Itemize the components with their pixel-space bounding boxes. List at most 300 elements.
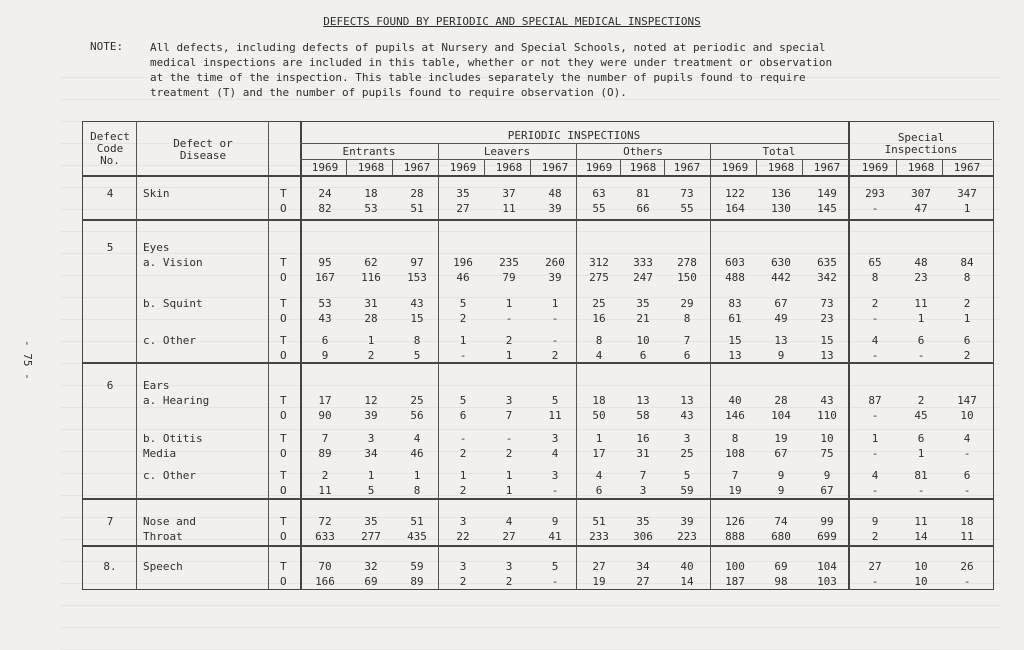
table-cell: - [505, 312, 513, 325]
table-cell: 6 [917, 334, 925, 347]
table-rule [82, 175, 994, 177]
table-cell: 13 [820, 349, 834, 362]
header-line: Defect or [173, 137, 233, 150]
table-cell: 39 [548, 202, 562, 215]
table-cell: - [871, 202, 879, 215]
table-cell: 2 [963, 297, 971, 310]
table-cell: 488 [725, 271, 745, 284]
table-cell: 223 [677, 530, 697, 543]
note-line: All defects, including defects of pupils at Nursery and Special Schools, noted at periodic and special [150, 41, 826, 54]
table-cell: 13 [728, 349, 742, 362]
table-cell: 167 [315, 271, 335, 284]
defect-label: c. Other [143, 334, 196, 347]
table-rule [82, 219, 994, 221]
table-rule [268, 121, 269, 590]
table-cell: 35 [364, 515, 378, 528]
table-rule [300, 159, 992, 160]
table-cell: 53 [318, 297, 332, 310]
table-cell: 164 [725, 202, 745, 215]
header-special-inspections [850, 132, 992, 156]
table-cell: 98 [774, 575, 788, 588]
defect-label: b. Squint [143, 297, 203, 310]
table-cell: 40 [728, 394, 742, 407]
table-cell: 4 [505, 515, 513, 528]
table-cell: 1 [459, 334, 467, 347]
table-cell: 1 [367, 469, 375, 482]
table-cell: 10 [820, 432, 834, 445]
table-cell: 7 [321, 432, 329, 445]
table-cell: 1 [963, 312, 971, 325]
year-header: 1967 [673, 161, 701, 174]
table-cell: 2 [505, 447, 513, 460]
table-cell: 145 [817, 202, 837, 215]
table-cell: 37 [502, 187, 516, 200]
table-cell: 1 [871, 432, 879, 445]
table-cell: 2 [551, 349, 559, 362]
table-cell: 83 [728, 297, 742, 310]
table-cell: 6 [917, 432, 925, 445]
table-cell: 10 [914, 575, 928, 588]
table-cell: - [871, 484, 879, 497]
table-cell: 11 [318, 484, 332, 497]
table-cell: 2 [321, 469, 329, 482]
table-cell: 104 [771, 409, 791, 422]
table-cell: 196 [453, 256, 473, 269]
table-cell: 22 [456, 530, 470, 543]
table-cell: 275 [589, 271, 609, 284]
table-cell: 69 [364, 575, 378, 588]
table-cell: 153 [407, 271, 427, 284]
year-header: 1967 [403, 161, 431, 174]
table-cell: 16 [636, 432, 650, 445]
table-cell: 136 [771, 187, 791, 200]
table-cell: 3 [505, 560, 513, 573]
year-header: 1967 [813, 161, 841, 174]
table-cell: - [459, 432, 467, 445]
header-line: No. [100, 154, 120, 167]
defect-code: 7 [106, 515, 114, 528]
header-line: Special [897, 131, 945, 144]
table-cell: 187 [725, 575, 745, 588]
table-cell: 35 [456, 187, 470, 200]
defect-code: 6 [106, 379, 114, 392]
table-cell: 46 [456, 271, 470, 284]
table-cell: 27 [456, 202, 470, 215]
table-cell: 51 [410, 202, 424, 215]
table-cell: 45 [914, 409, 928, 422]
table-cell: 3 [551, 469, 559, 482]
table-rule [82, 545, 994, 547]
table-cell: 347 [957, 187, 977, 200]
table-cell: 435 [407, 530, 427, 543]
table-rule [136, 121, 137, 590]
table-cell: 39 [680, 515, 694, 528]
table-cell: 6 [963, 334, 971, 347]
table-cell: 75 [820, 447, 834, 460]
table-cell: 1 [505, 349, 513, 362]
table-cell: 43 [410, 297, 424, 310]
table-cell: 633 [315, 530, 335, 543]
table-cell: 59 [680, 484, 694, 497]
table-cell: 59 [410, 560, 424, 573]
year-header: 1968 [357, 161, 385, 174]
table-cell: 5 [551, 394, 559, 407]
table-cell: 15 [728, 334, 742, 347]
table-cell: 15 [820, 334, 834, 347]
treatment-observation-marker: O [280, 349, 287, 362]
table-cell: 2 [963, 349, 971, 362]
table-cell: 680 [771, 530, 791, 543]
treatment-observation-marker: O [280, 312, 287, 325]
table-cell: 11 [502, 202, 516, 215]
table-cell: - [871, 575, 879, 588]
table-cell: 90 [318, 409, 332, 422]
table-cell: 9 [871, 515, 879, 528]
table-cell: 46 [410, 447, 424, 460]
note-label: NOTE: [90, 40, 124, 53]
year-header: 1968 [495, 161, 523, 174]
table-cell: - [871, 409, 879, 422]
treatment-observation-marker: T [280, 334, 287, 347]
table-cell: 333 [633, 256, 653, 269]
table-cell: 51 [592, 515, 606, 528]
table-cell: 6 [639, 349, 647, 362]
defect-label: Speech [143, 560, 183, 573]
table-cell: 7 [731, 469, 739, 482]
header-total: Total [762, 145, 796, 158]
defect-code: 5 [106, 241, 114, 254]
table-cell: 21 [636, 312, 650, 325]
treatment-observation-marker: O [280, 202, 287, 215]
table-cell: 7 [505, 409, 513, 422]
table-cell: 5 [459, 297, 467, 310]
table-cell: 99 [820, 515, 834, 528]
table-cell: 100 [725, 560, 745, 573]
table-cell: 8 [413, 334, 421, 347]
table-cell: 56 [410, 409, 424, 422]
table-cell: 8 [871, 271, 879, 284]
table-cell: 306 [633, 530, 653, 543]
table-cell: 277 [361, 530, 381, 543]
table-cell: 6 [459, 409, 467, 422]
defect-label: b. Otitis [143, 432, 203, 445]
table-cell: 61 [728, 312, 742, 325]
table-cell: 2 [917, 394, 925, 407]
defect-label: a. Vision [143, 256, 203, 269]
table-cell: 16 [592, 312, 606, 325]
table-cell: 1 [367, 334, 375, 347]
table-cell: 67 [774, 447, 788, 460]
table-cell: 699 [817, 530, 837, 543]
treatment-observation-marker: T [280, 297, 287, 310]
table-cell: 97 [410, 256, 424, 269]
table-cell: - [917, 349, 925, 362]
table-cell: 14 [680, 575, 694, 588]
table-cell: 14 [914, 530, 928, 543]
table-cell: 1 [505, 484, 513, 497]
table-cell: 63 [592, 187, 606, 200]
year-header: 1968 [907, 161, 935, 174]
table-cell: 24 [318, 187, 332, 200]
table-cell: 43 [820, 394, 834, 407]
table-cell: 27 [502, 530, 516, 543]
table-cell: 1 [505, 297, 513, 310]
table-cell: 3 [367, 432, 375, 445]
table-cell: 12 [364, 394, 378, 407]
defect-code: 4 [106, 187, 114, 200]
year-header: 1967 [541, 161, 569, 174]
header-others: Others [623, 145, 663, 158]
defect-label: Eyes [143, 241, 170, 254]
header-entrants: Entrants [342, 145, 396, 158]
table-cell: 11 [960, 530, 974, 543]
table-cell: 1 [963, 202, 971, 215]
table-cell: 147 [957, 394, 977, 407]
table-cell: 31 [364, 297, 378, 310]
table-cell: 40 [680, 560, 694, 573]
defect-label: a. Hearing [143, 394, 210, 407]
table-cell: 635 [817, 256, 837, 269]
table-cell: 2 [505, 334, 513, 347]
table-cell: 307 [911, 187, 931, 200]
table-cell: 116 [361, 271, 381, 284]
table-cell: 126 [725, 515, 745, 528]
table-cell: 4 [871, 469, 879, 482]
table-cell: 3 [639, 484, 647, 497]
table-cell: 1 [505, 469, 513, 482]
table-cell: 48 [914, 256, 928, 269]
year-header: 1968 [629, 161, 657, 174]
table-cell: 43 [318, 312, 332, 325]
table-cell: 34 [364, 447, 378, 460]
year-header: 1969 [721, 161, 749, 174]
table-cell: - [963, 447, 971, 460]
table-cell: 2 [459, 484, 467, 497]
table-cell: 17 [318, 394, 332, 407]
table-cell: 603 [725, 256, 745, 269]
table-cell: 72 [318, 515, 332, 528]
table-cell: 8 [963, 271, 971, 284]
table-cell: 55 [680, 202, 694, 215]
table-cell: 7 [683, 334, 691, 347]
note-line: treatment (T) and the number of pupils found to require observation (O). [150, 86, 627, 99]
note-line: medical inspections are included in this table, whether or not they were under treatment or observation [150, 56, 833, 69]
table-cell: 3 [459, 560, 467, 573]
treatment-observation-marker: T [280, 432, 287, 445]
table-cell: - [871, 447, 879, 460]
table-cell: 9 [321, 349, 329, 362]
table-cell: 23 [820, 312, 834, 325]
table-cell: 10 [960, 409, 974, 422]
table-cell: 34 [636, 560, 650, 573]
table-cell: 18 [592, 394, 606, 407]
table-cell: 2 [505, 575, 513, 588]
table-cell: 89 [318, 447, 332, 460]
table-cell: - [459, 349, 467, 362]
treatment-observation-marker: O [280, 271, 287, 284]
table-cell: 1 [459, 469, 467, 482]
table-cell: 3 [683, 432, 691, 445]
defect-label: Throat [143, 530, 183, 543]
table-cell: 55 [592, 202, 606, 215]
treatment-observation-marker: T [280, 394, 287, 407]
table-cell: 39 [548, 271, 562, 284]
table-cell: 5 [413, 349, 421, 362]
table-cell: 18 [364, 187, 378, 200]
table-cell: 11 [548, 409, 562, 422]
table-cell: 73 [680, 187, 694, 200]
table-cell: 1 [551, 297, 559, 310]
note-line: at the time of the inspection. This table includes separately the number of pupils found to require [150, 71, 806, 84]
table-cell: 2 [459, 447, 467, 460]
header-periodic-inspections: PERIODIC INSPECTIONS [507, 129, 641, 142]
table-cell: 9 [777, 484, 785, 497]
table-cell: 2 [367, 349, 375, 362]
table-cell: 4 [595, 469, 603, 482]
table-cell: 84 [960, 256, 974, 269]
header-line: Defect [90, 130, 130, 143]
table-cell: - [917, 484, 925, 497]
table-cell: 29 [680, 297, 694, 310]
table-cell: 13 [636, 394, 650, 407]
table-cell: - [871, 349, 879, 362]
table-cell: 82 [318, 202, 332, 215]
table-cell: 65 [868, 256, 882, 269]
table-cell: 4 [595, 349, 603, 362]
table-cell: 62 [364, 256, 378, 269]
table-cell: 3 [551, 432, 559, 445]
table-rule [710, 143, 711, 590]
year-header: 1968 [767, 161, 795, 174]
table-cell: 260 [545, 256, 565, 269]
table-cell: 58 [636, 409, 650, 422]
table-cell: 8 [683, 312, 691, 325]
table-cell: 28 [774, 394, 788, 407]
defect-label: Skin [143, 187, 170, 200]
table-cell: 149 [817, 187, 837, 200]
table-cell: 35 [636, 297, 650, 310]
table-cell: 2 [459, 575, 467, 588]
table-cell: 6 [321, 334, 329, 347]
treatment-observation-marker: T [280, 256, 287, 269]
year-header: 1969 [449, 161, 477, 174]
table-cell: 342 [817, 271, 837, 284]
table-cell: 47 [914, 202, 928, 215]
table-cell: 8 [731, 432, 739, 445]
table-cell: 146 [725, 409, 745, 422]
table-cell: 3 [459, 515, 467, 528]
treatment-observation-marker: T [280, 187, 287, 200]
table-cell: 51 [410, 515, 424, 528]
defect-label: Media [143, 447, 177, 460]
table-cell: 25 [680, 447, 694, 460]
table-cell: 1 [917, 447, 925, 460]
table-cell: 104 [817, 560, 837, 573]
table-cell: 28 [364, 312, 378, 325]
treatment-observation-marker: O [280, 409, 287, 422]
table-cell: - [963, 484, 971, 497]
table-cell: 26 [960, 560, 974, 573]
table-cell: 2 [871, 530, 879, 543]
table-cell: 5 [551, 560, 559, 573]
table-cell: 8 [595, 334, 603, 347]
table-cell: 8 [413, 484, 421, 497]
table-cell: 103 [817, 575, 837, 588]
table-cell: 1 [917, 312, 925, 325]
treatment-observation-marker: O [280, 530, 287, 543]
table-cell: 41 [548, 530, 562, 543]
table-cell: 10 [636, 334, 650, 347]
table-cell: 25 [410, 394, 424, 407]
page-title: DEFECTS FOUND BY PERIODIC AND SPECIAL MEDICAL INSPECTIONS [323, 15, 701, 28]
table-cell: 312 [589, 256, 609, 269]
table-cell: 81 [914, 469, 928, 482]
table-cell: 79 [502, 271, 516, 284]
treatment-observation-marker: T [280, 515, 287, 528]
defect-label: c. Other [143, 469, 196, 482]
table-cell: 17 [592, 447, 606, 460]
table-cell: 49 [774, 312, 788, 325]
table-cell: 19 [592, 575, 606, 588]
table-cell: 69 [774, 560, 788, 573]
table-cell: 27 [636, 575, 650, 588]
table-cell: 233 [589, 530, 609, 543]
table-cell: 15 [410, 312, 424, 325]
header-line: Code [96, 142, 124, 155]
table-cell: 6 [683, 349, 691, 362]
table-cell: 23 [914, 271, 928, 284]
table-cell: 5 [367, 484, 375, 497]
table-cell: 2 [871, 297, 879, 310]
treatment-observation-marker: O [280, 575, 287, 588]
table-cell: 13 [680, 394, 694, 407]
table-cell: 35 [636, 515, 650, 528]
table-cell: 70 [318, 560, 332, 573]
table-cell: 166 [315, 575, 335, 588]
treatment-observation-marker: T [280, 469, 287, 482]
table-cell: 67 [774, 297, 788, 310]
header-line: Inspections [884, 143, 958, 156]
note-text [150, 40, 950, 100]
table-cell: 31 [636, 447, 650, 460]
table-rule [300, 143, 848, 144]
table-cell: 4 [413, 432, 421, 445]
table-cell: 43 [680, 409, 694, 422]
table-cell: 5 [683, 469, 691, 482]
table-cell: 9 [551, 515, 559, 528]
table-cell: 442 [771, 271, 791, 284]
table-cell: - [871, 312, 879, 325]
table-cell: 130 [771, 202, 791, 215]
year-header: 1969 [861, 161, 889, 174]
table-cell: 247 [633, 271, 653, 284]
table-cell: 9 [777, 469, 785, 482]
table-cell: - [551, 312, 559, 325]
table-cell: 150 [677, 271, 697, 284]
table-cell: - [551, 484, 559, 497]
table-cell: 66 [636, 202, 650, 215]
table-cell: 10 [914, 560, 928, 573]
table-cell: 122 [725, 187, 745, 200]
table-cell: 4 [963, 432, 971, 445]
table-cell: 95 [318, 256, 332, 269]
table-cell: 108 [725, 447, 745, 460]
table-cell: 110 [817, 409, 837, 422]
treatment-observation-marker: O [280, 484, 287, 497]
table-cell: 27 [592, 560, 606, 573]
defect-code: 8. [103, 560, 117, 573]
table-cell: 27 [868, 560, 882, 573]
